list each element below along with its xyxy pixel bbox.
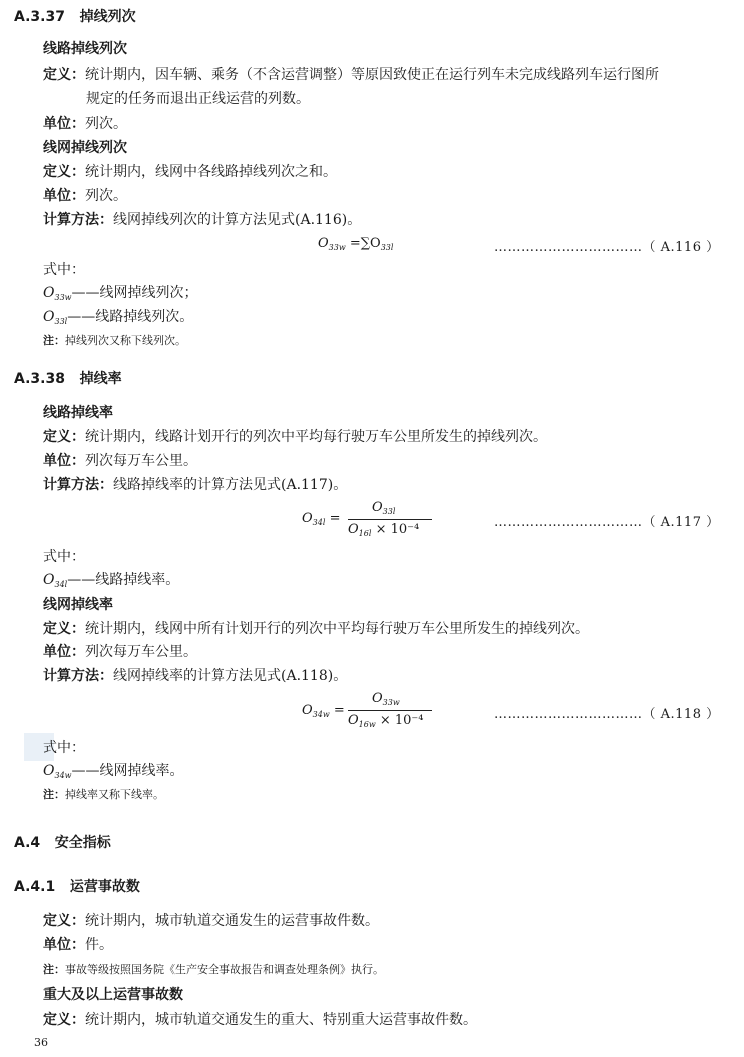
note	[43, 788, 164, 802]
variable-definition	[43, 308, 193, 331]
section-title: 运营事故数	[69, 879, 140, 895]
var-sub: 33w	[54, 293, 72, 302]
var-desc: ——线路掉线率。	[67, 572, 180, 588]
section-title: 安全指标	[54, 835, 111, 851]
unit-line	[43, 643, 197, 661]
equation-number-a116: ……………………………（ A.116 ）	[494, 240, 720, 255]
den-tail: × 10⁻⁴	[379, 713, 424, 728]
section-heading-a338	[14, 370, 122, 388]
where-label: 式中：	[43, 262, 85, 278]
equation-a118-lhs	[302, 702, 345, 724]
unit-text: 列次每万车公里。	[85, 453, 197, 469]
variable-definition	[43, 284, 198, 307]
section-number: A.3.38	[14, 371, 65, 387]
section-number: A.4	[14, 835, 41, 851]
definition-text: 统计期内，城市轨道交通发生的重大、特别重大运营事故件数。	[85, 1012, 477, 1028]
unit-text: 列次。	[85, 188, 127, 204]
subheading-network-drop-count: 线网掉线列次	[43, 140, 127, 156]
note-label: 注：	[43, 788, 65, 801]
unit-text: 列次。	[85, 116, 127, 132]
calc-method-text: 线网掉线率的计算方法见式(A.118)。	[113, 668, 348, 684]
den-symbol: O	[348, 713, 359, 728]
definition-line	[43, 912, 379, 930]
fraction-numerator	[372, 500, 395, 516]
var-desc: ——线网掉线率。	[71, 763, 184, 779]
section-heading-a41	[14, 878, 140, 896]
calc-method-label: 计算方法：	[43, 668, 113, 684]
equation-a116	[318, 235, 393, 257]
unit-label: 单位：	[43, 937, 85, 953]
definition-label: 定义：	[43, 164, 85, 180]
variable-definition	[43, 571, 179, 594]
num-sub: 33l	[382, 507, 396, 516]
unit-line	[43, 187, 127, 205]
note	[43, 963, 384, 977]
unit-line	[43, 452, 197, 470]
equation-a117-lhs	[302, 510, 340, 532]
num-symbol: O	[372, 500, 383, 515]
definition-line	[43, 428, 547, 446]
var-desc: ——线路掉线列次。	[67, 309, 194, 325]
subheading-line-drop-count: 线路掉线列次	[43, 41, 127, 57]
fraction-numerator	[372, 691, 400, 707]
definition-label: 定义：	[43, 1012, 85, 1028]
definition-line	[43, 163, 337, 181]
page-number: 36	[34, 1036, 48, 1049]
var-sub: 34w	[54, 771, 72, 780]
eq-lhs: O	[318, 236, 329, 251]
var-desc: ——线网掉线列次；	[71, 285, 198, 301]
den-sub: 16l	[358, 529, 372, 538]
var-symbol: O	[43, 285, 55, 301]
unit-label: 单位：	[43, 644, 85, 660]
section-heading-a337	[14, 8, 136, 26]
fraction-a117	[348, 500, 432, 540]
calc-method-line	[43, 476, 347, 494]
eq-lhs-sub: 34l	[312, 518, 326, 527]
calc-method-text: 线路掉线率的计算方法见式(A.117)。	[113, 477, 348, 493]
variable-definition	[43, 762, 184, 785]
unit-text: 列次每万车公里。	[85, 644, 197, 660]
note-text: 事故等级按照国务院《生产安全事故报告和调查处理条例》执行。	[65, 963, 384, 976]
var-symbol: O	[43, 763, 55, 779]
definition-label: 定义：	[43, 621, 85, 637]
section-number: A.4.1	[14, 879, 56, 895]
var-sub: 34l	[54, 580, 68, 589]
where-label: 式中：	[43, 549, 85, 565]
num-symbol: O	[372, 691, 383, 706]
unit-text: 件。	[85, 937, 113, 953]
definition-label: 定义：	[43, 67, 85, 83]
subheading-line-drop-rate: 线路掉线率	[43, 405, 113, 421]
note-text: 掉线列次又称下线列次。	[65, 334, 186, 347]
unit-label: 单位：	[43, 116, 85, 132]
definition-text: 统计期内，线网中各线路掉线列次之和。	[85, 164, 337, 180]
equation-number-a117: ……………………………（ A.117 ）	[494, 515, 720, 530]
eq-equals: =	[333, 703, 345, 718]
subheading-major-accidents: 重大及以上运营事故数	[43, 987, 183, 1003]
definition-label: 定义：	[43, 913, 85, 929]
fraction-bar	[348, 519, 432, 520]
definition-line-2: 规定的任务而退出正线运营的列数。	[86, 91, 310, 107]
eq-rhs-sub: 33l	[380, 243, 394, 252]
section-number: A.3.37	[14, 9, 65, 25]
den-symbol: O	[348, 522, 359, 537]
fraction-denominator	[348, 713, 423, 729]
definition-label: 定义：	[43, 429, 85, 445]
calc-method-text: 线网掉线列次的计算方法见式(A.116)。	[113, 212, 362, 228]
fraction-bar	[348, 710, 432, 711]
eq-lhs: O	[302, 703, 313, 718]
var-symbol: O	[43, 309, 55, 325]
eq-lhs-sub: 33w	[328, 243, 346, 252]
unit-line	[43, 936, 113, 954]
note-label: 注：	[43, 334, 65, 347]
num-sub: 33w	[382, 698, 400, 707]
note	[43, 334, 186, 348]
den-tail: × 10⁻⁴	[375, 522, 420, 537]
eq-rhs: =∑O	[349, 236, 381, 251]
definition-line	[43, 620, 589, 638]
eq-lhs: O	[302, 511, 313, 526]
where-label: 式中：	[43, 740, 85, 756]
definition-text: 统计期内，城市轨道交通发生的运营事故件数。	[85, 913, 379, 929]
unit-line	[43, 115, 127, 133]
subheading-network-drop-rate: 线网掉线率	[43, 597, 113, 613]
unit-label: 单位：	[43, 188, 85, 204]
note-text: 掉线率又称下线率。	[65, 788, 164, 801]
eq-equals: =	[329, 511, 341, 526]
calc-method-line	[43, 211, 361, 229]
definition-line	[43, 1011, 477, 1029]
var-sub: 33l	[54, 317, 68, 326]
definition-text: 统计期内，线网中所有计划开行的列次中平均每行驶万车公里所发生的掉线列次。	[85, 621, 589, 637]
calc-method-line	[43, 667, 347, 685]
var-symbol: O	[43, 572, 55, 588]
section-title: 掉线率	[79, 371, 122, 387]
note-label: 注：	[43, 963, 65, 976]
eq-lhs-sub: 34w	[312, 710, 330, 719]
section-title: 掉线列次	[79, 9, 136, 25]
definition-text: 统计期内，线路计划开行的列次中平均每行驶万车公里所发生的掉线列次。	[85, 429, 547, 445]
definition-text: 统计期内，因车辆、乘务（不含运营调整）等原因致使正在运行列车未完成线路列车运行图所	[85, 67, 659, 83]
fraction-a118	[348, 691, 432, 731]
calc-method-label: 计算方法：	[43, 212, 113, 228]
calc-method-label: 计算方法：	[43, 477, 113, 493]
unit-label: 单位：	[43, 453, 85, 469]
fraction-denominator	[348, 522, 419, 538]
equation-number-a118: ……………………………（ A.118 ）	[494, 707, 720, 722]
section-heading-a4	[14, 834, 111, 852]
definition-line-1	[43, 66, 659, 84]
den-sub: 16w	[358, 720, 376, 729]
